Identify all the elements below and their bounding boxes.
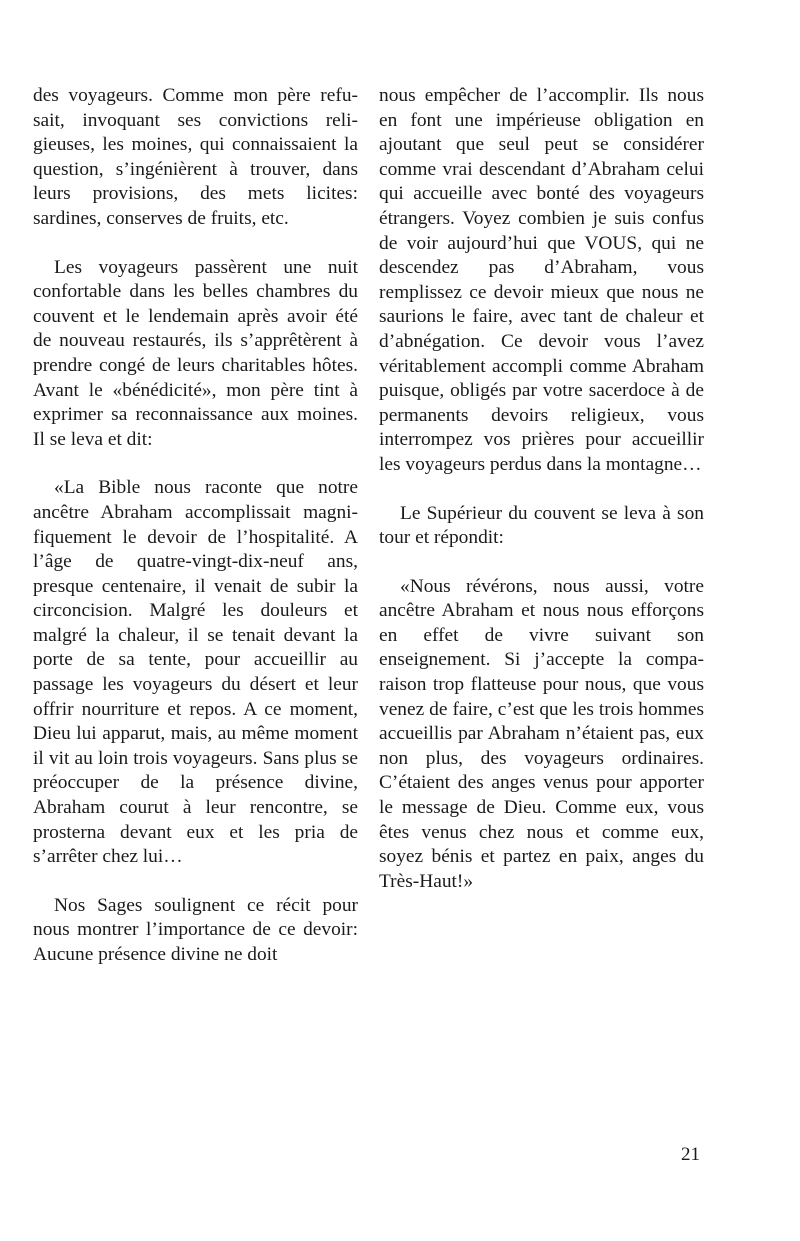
paragraph: Nos Sages soulignent ce récit pour nous montrer l’importance de ce devoir: Aucune présence divine ne doit bbox=[33, 894, 358, 965]
left-text-column bbox=[33, 84, 358, 992]
paragraph-quote: «La Bible nous raconte que notre ancêtre Abraham accomplissait magnifiquement le devoir de l’hospitalité. A l’âge de quatre-vingt-dix-neuf ans, presque centenaire, il venait de subir la circoncision. Malgré les douleurs et malgré la chaleur, il se tenait devant la porte de sa tente, pour accueillir au passage les voyageurs du désert et leur offrir nourriture et repos. A ce moment, Dieu lui apparut, mais, au même moment il vit au loin trois voyageurs. Sans plus se préoccuper de la présence divine, Abraham courut à leur rencontre, se prosterna devant eux et les pria de s’arrêter chez lui… bbox=[33, 477, 358, 868]
right-text-column bbox=[379, 84, 704, 918]
paragraph-quote: «Nous révérons, nous aussi, votre ancêtre Abraham et nous nous efforçons en effet de vivre suivant son enseignement. Si j’accepte la comparaison trop flatteuse pour nous, que vous venez de faire, c’est que les trois hommes accueillis par Abraham n’étaient pas, eux non plus, des voyageurs ordinaires. C’étaient des anges venus pour apporter le message de Dieu. Comme eux, vous êtes venus chez nous et comme eux, soyez bénis et partez en paix, anges du Très-Haut!» bbox=[379, 575, 704, 892]
paragraph: Les voyageurs passèrent une nuit confortable dans les belles chambres du couvent et le lendemain après avoir été de nouveau restaurés, ils s’apprêtèrent à prendre congé de leurs charitables hôtes. Avant le «bénédicité», mon père tint à exprimer sa reconnaissance aux moines. Il se leva et dit: bbox=[33, 256, 358, 450]
paragraph-continuation: nous empêcher de l’accomplir. Ils nous en font une impérieuse obligation en ajoutant que seul peut se considérer comme vrai descendant d’Abraham celui qui accueille avec bonté des voyageurs étrangers. Voyez combien je suis confus de voir aujourd’hui que VOUS, qui ne descendez pas d’Abraham, vous remplissez ce devoir mieux que nous ne saurions le faire, avec tant de chaleur et d’abnégation. Ce devoir vous l’avez véritablement accompli comme Abraham puisque, obligés par votre sacerdoce à de permanents devoirs religieux, vous interrompez vos prières pour accueillir les voyageurs perdus dans la montagne… bbox=[379, 85, 704, 475]
page-number: 21 bbox=[681, 1144, 700, 1165]
paragraph: Le Supérieur du couvent se leva à son tour et répondit: bbox=[379, 502, 704, 549]
paragraph-continuation: des voyageurs. Comme mon père refusait, invoquant ses convictions religieuses, les moines, qui connaissaient la question, s’ingénièrent à trouver, dans leurs provisions, des mets licites: sardines, conserves de fruits, etc. bbox=[33, 85, 358, 229]
